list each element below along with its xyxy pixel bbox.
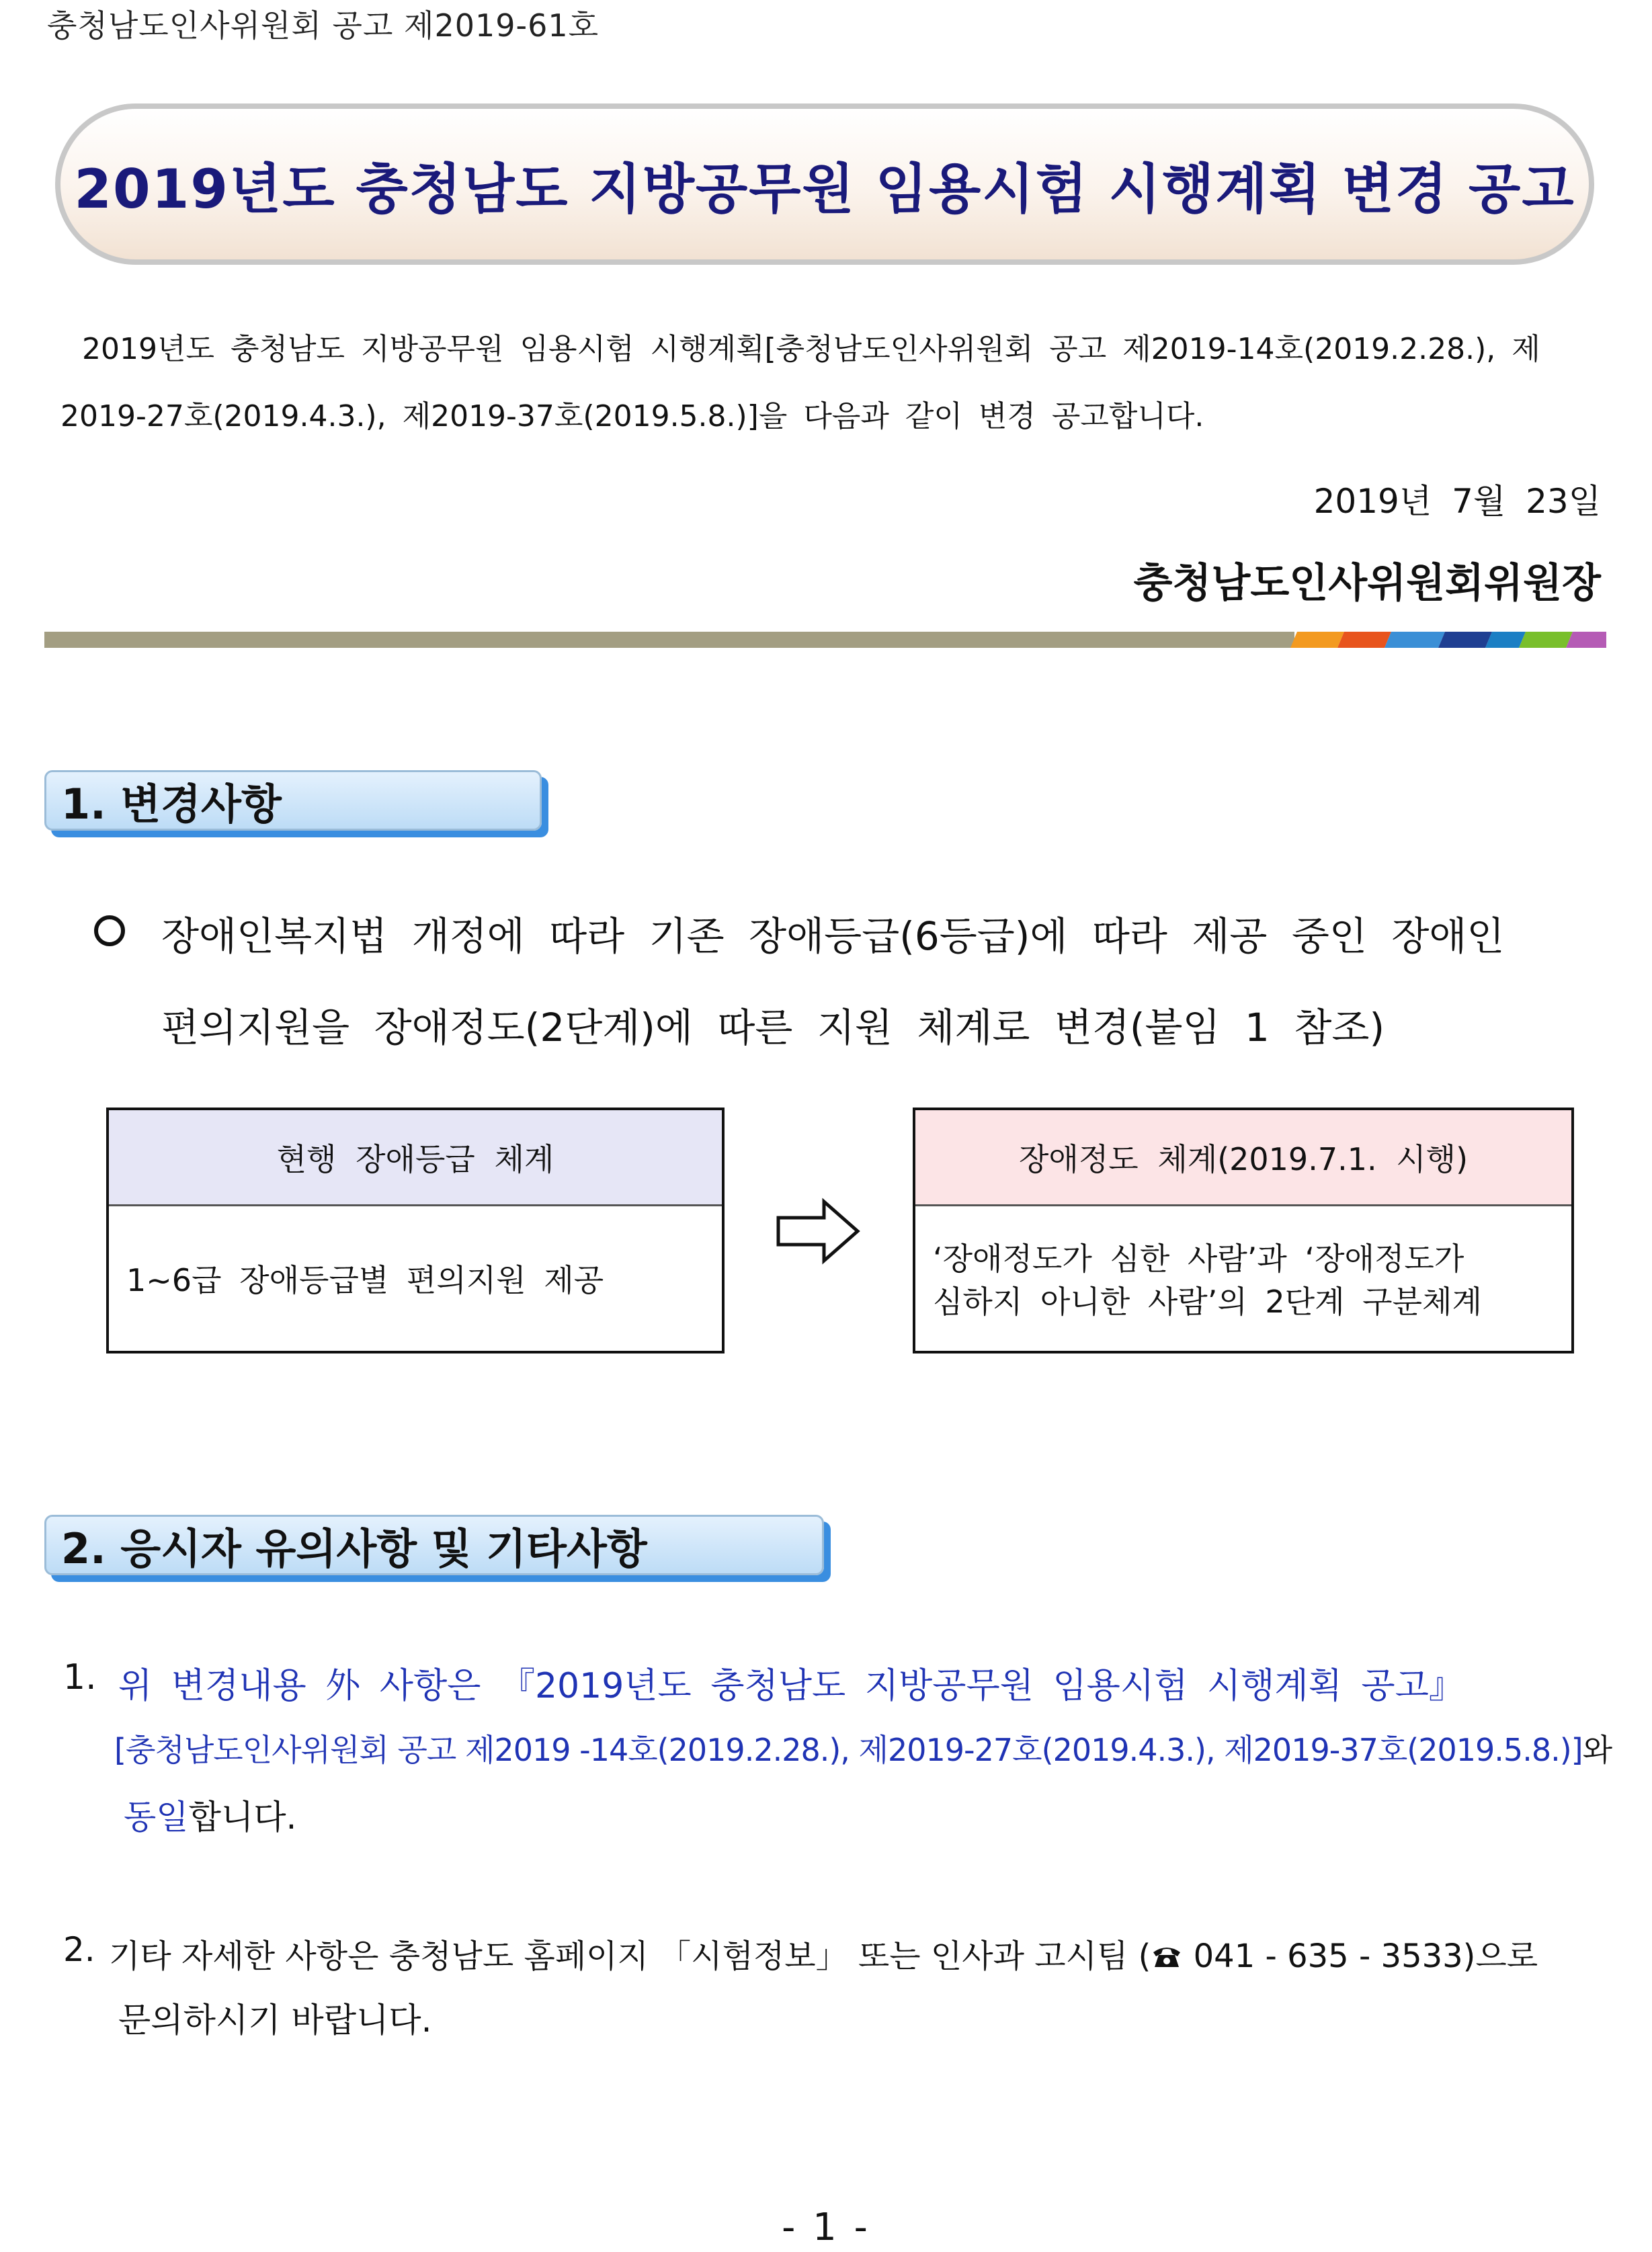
right-arrow-icon <box>776 1198 862 1265</box>
current-system-body: 1~6급 장애등급별 편의지원 제공 <box>126 1262 604 1298</box>
decor-stripe-3 <box>1385 632 1445 648</box>
section2-heading: 2. 응시자 유의사항 및 기타사항 <box>44 1515 824 1575</box>
item1-line3-tail: 합니다. <box>188 1798 297 1837</box>
page-number: - 1 - <box>782 2206 870 2249</box>
decor-stripe-1 <box>1290 632 1344 648</box>
intro-paragraph: 2019년도 충청남도 지방공무원 임용시험 시행계획[충청남도인사위원회 공고 제2019-14호(2019.2.28.), 제2019-27호(2019.4.3.), 제2019-37호(2019.5.8.)]을 다음과 같이 변경 공고합니다. <box>60 332 1540 433</box>
bullet-circle-icon <box>94 915 125 946</box>
section1-heading: 1. 변경사항 <box>44 770 542 831</box>
decor-stripe-7 <box>1566 632 1606 648</box>
section1-bullet-line2: 편의지원을 장애정도(2단계)에 따른 지원 체계로 변경(붙임 1 참조) <box>161 1005 1385 1050</box>
announcement-date: 2019년 7월 23일 <box>1313 482 1601 521</box>
item1-line3 <box>124 1790 296 1839</box>
section1-bullet-line1: 장애인복지법 개정에 따라 기존 장애등급(6등급)에 따라 제공 중인 장애인 <box>161 913 1505 959</box>
item1-line1: 위 변경내용 外 사항은 『2019년도 충청남도 지방공무원 임용시험 시행계획 공고』 <box>118 1666 1464 1706</box>
item1-line2 <box>114 1726 1612 1770</box>
current-system-box <box>106 1108 725 1353</box>
issuer-name: 충청남도인사위원회위원장 <box>1133 560 1601 607</box>
decor-stripe-6 <box>1519 632 1573 648</box>
page-title: 2019년도 충청남도 지방공무원 임용시험 시행계획 변경 공고 <box>74 157 1575 220</box>
item2-line1 <box>109 1930 1538 1976</box>
item1-line2-tail: 와 <box>1582 1732 1612 1768</box>
item2-phone-number: 041 - 635 - 3533)으로 <box>1183 1937 1538 1975</box>
title-banner <box>55 103 1594 265</box>
item1-number: 1. <box>63 1657 97 1698</box>
item2-number: 2. <box>63 1930 95 1969</box>
decor-stripe-4 <box>1438 632 1492 648</box>
item2-line1-text: 기타 자세한 사항은 충청남도 홈페이지 「시험정보」 또는 인사과 고시팀 ( <box>109 1937 1151 1975</box>
decor-color-band <box>1290 632 1606 648</box>
phone-icon <box>1151 1943 1183 1970</box>
new-system-body-line1: ‘장애정도가 심한 사람’과 ‘장애정도가 <box>933 1241 1464 1277</box>
item1-line2-reference: [충청남도인사위원회 공고 제2019 -14호(2019.2.28.), 제2019-27호(2019.4.3.), 제2019-37호(2019.5.8.)] <box>114 1732 1583 1768</box>
item1-line3-emphasis: 동일 <box>124 1798 189 1837</box>
decor-stripe-5 <box>1485 632 1526 648</box>
new-system-body-line2: 심하지 아니한 사람’의 2단계 구분체계 <box>933 1284 1482 1320</box>
item2-line2: 문의하시기 바랍니다. <box>118 2001 432 2040</box>
notice-number: 충청남도인사위원회 공고 제2019-61호 <box>47 7 600 44</box>
new-system-box <box>913 1108 1574 1353</box>
new-system-body <box>915 1206 1571 1354</box>
new-system-title: 장애정도 체계(2019.7.1. 시행) <box>915 1110 1571 1206</box>
decor-stripe-2 <box>1337 632 1391 648</box>
decor-band <box>44 632 1294 648</box>
current-system-title: 현행 장애등급 체계 <box>109 1110 722 1206</box>
